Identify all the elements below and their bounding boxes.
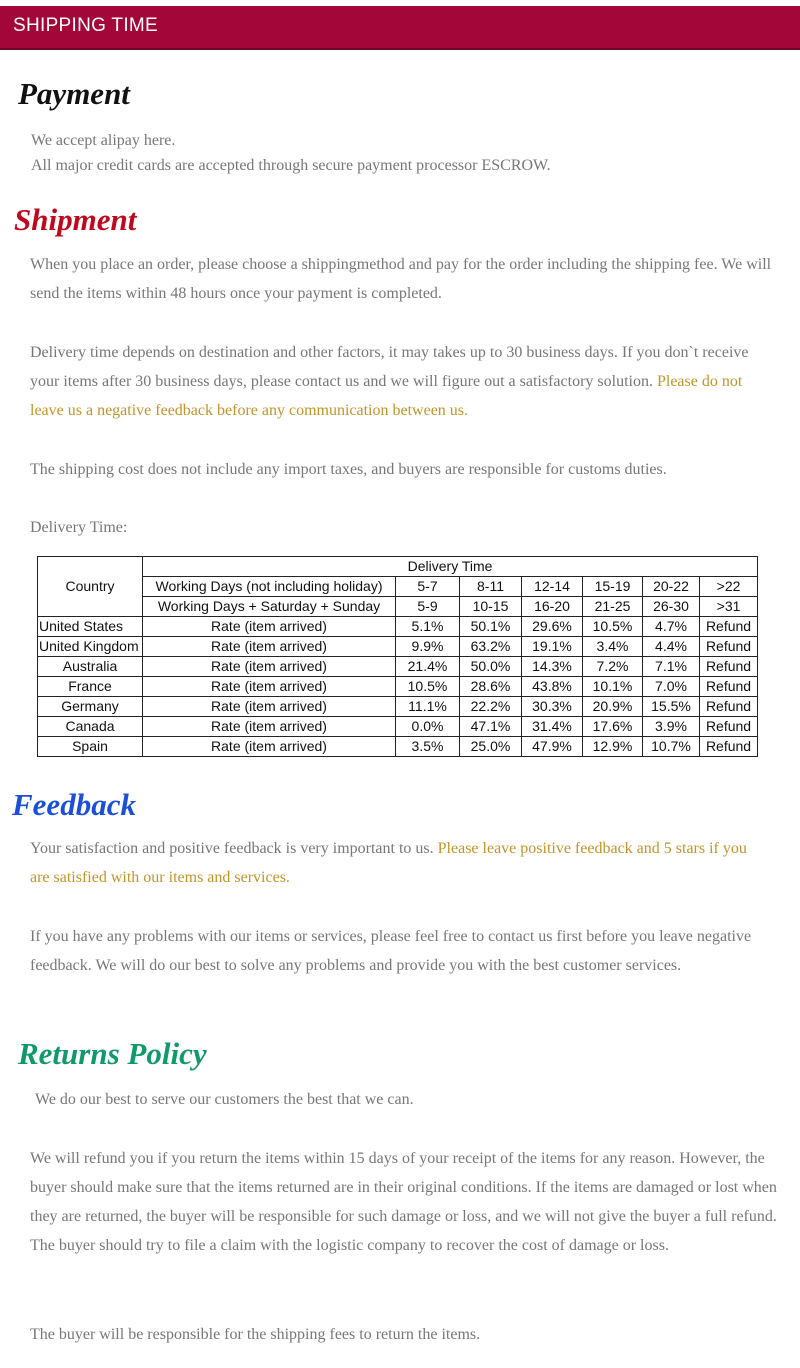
rate-label-cell: Rate (item arrived) <box>143 737 396 757</box>
payment-line-2: All major credit cards are accepted through secure payment processor ESCROW. <box>31 157 551 174</box>
table-cell: 30.3% <box>522 697 583 717</box>
table-cell: 17.6% <box>583 717 643 737</box>
table-row <box>38 637 758 657</box>
rate-label-cell: Rate (item arrived) <box>143 637 396 657</box>
table-cell: 3.4% <box>583 637 643 657</box>
country-cell: Australia <box>38 657 143 677</box>
table-row-working-days <box>38 577 758 597</box>
table-cell: 4.7% <box>643 617 700 637</box>
country-cell: United States <box>38 617 143 637</box>
working-days-label: Working Days (not including holiday) <box>143 577 396 597</box>
table-cell: 3.5% <box>396 737 460 757</box>
table-cell: 16-20 <box>522 597 583 617</box>
returns-paragraph-3: The buyer will be responsible for the shipping fees to return the items. <box>30 1326 481 1343</box>
table-cell: 0.0% <box>396 717 460 737</box>
table-cell: 7.1% <box>643 657 700 677</box>
shipment-warning: Please do not leave us a negative feedback before any communication between us. <box>30 373 743 419</box>
delivery-time-table <box>37 556 757 757</box>
table-cell: 5-9 <box>396 597 460 617</box>
table-cell: 43.8% <box>522 677 583 697</box>
table-cell: 28.6% <box>460 677 522 697</box>
table-cell: 8-11 <box>460 577 522 597</box>
feedback-heading: Feedback <box>12 787 136 822</box>
table-row-saturday-sunday <box>38 597 758 617</box>
rate-label-cell: Rate (item arrived) <box>143 657 396 677</box>
rate-label-cell: Rate (item arrived) <box>143 617 396 637</box>
returns-paragraph-1: We do our best to serve our customers the best that we can. <box>35 1091 414 1108</box>
table-cell: 11.1% <box>396 697 460 717</box>
table-cell: 22.2% <box>460 697 522 717</box>
table-cell: 50.0% <box>460 657 522 677</box>
delivery-time-group-header: Delivery Time <box>143 557 758 577</box>
table-cell: 47.9% <box>522 737 583 757</box>
table-cell: 7.2% <box>583 657 643 677</box>
country-cell: France <box>38 677 143 697</box>
table-cell: 29.6% <box>522 617 583 637</box>
table-cell: Refund <box>700 637 758 657</box>
table-cell: >31 <box>700 597 758 617</box>
table-cell: 10-15 <box>460 597 522 617</box>
shipment-paragraph-2-text: Delivery time depends on destination and other factors, it may takes up to 30 business days. If you don`t receive your items after 30 business days, please contact us and we will figure out a satisfactory solution. <box>30 344 749 390</box>
table-cell: 14.3% <box>522 657 583 677</box>
feedback-paragraph-1-text: Your satisfaction and positive feedback is very important to us. <box>30 840 438 857</box>
shipment-heading: Shipment <box>14 202 137 237</box>
country-cell: United Kingdom <box>38 637 143 657</box>
table-cell: Refund <box>700 717 758 737</box>
table-row <box>38 677 758 697</box>
table-cell: 15.5% <box>643 697 700 717</box>
table-row <box>38 737 758 757</box>
table-cell: Refund <box>700 657 758 677</box>
table-cell: 5.1% <box>396 617 460 637</box>
banner-title: SHIPPING TIME <box>13 15 159 36</box>
table-cell: 19.1% <box>522 637 583 657</box>
shipment-paragraph-2 <box>30 338 775 425</box>
table-cell: 47.1% <box>460 717 522 737</box>
table-cell: 12-14 <box>522 577 583 597</box>
shipping-time-banner <box>0 6 800 50</box>
rate-label-cell: Rate (item arrived) <box>143 677 396 697</box>
table-row <box>38 697 758 717</box>
table-cell: 7.0% <box>643 677 700 697</box>
table-cell: 3.9% <box>643 717 700 737</box>
table-cell: 50.1% <box>460 617 522 637</box>
table-cell: 20.9% <box>583 697 643 717</box>
table-cell: 20-22 <box>643 577 700 597</box>
table-cell: 21.4% <box>396 657 460 677</box>
table-cell: 12.9% <box>583 737 643 757</box>
returns-heading: Returns Policy <box>18 1036 207 1071</box>
delivery-time-label: Delivery Time: <box>30 519 128 536</box>
shipment-paragraph-3: The shipping cost does not include any import taxes, and buyers are responsible for customs duties. <box>30 461 667 478</box>
country-header: Country <box>38 557 143 617</box>
table-cell: 26-30 <box>643 597 700 617</box>
country-cell: Canada <box>38 717 143 737</box>
table-row <box>38 657 758 677</box>
table-cell: 5-7 <box>396 577 460 597</box>
table-cell: 4.4% <box>643 637 700 657</box>
saturday-sunday-label: Working Days + Saturday + Sunday <box>143 597 396 617</box>
table-cell: 10.5% <box>583 617 643 637</box>
table-cell: 15-19 <box>583 577 643 597</box>
rate-label-cell: Rate (item arrived) <box>143 717 396 737</box>
table-cell: Refund <box>700 617 758 637</box>
feedback-paragraph-1 <box>30 834 760 892</box>
table-cell: Refund <box>700 697 758 717</box>
table-row <box>38 617 758 637</box>
table-cell: 63.2% <box>460 637 522 657</box>
feedback-request: Please leave positive feedback and 5 stars if you are satisfied with our items and services. <box>30 840 747 886</box>
payment-line-1: We accept alipay here. <box>31 132 176 149</box>
table-cell: Refund <box>700 677 758 697</box>
rate-label-cell: Rate (item arrived) <box>143 697 396 717</box>
table-cell: Refund <box>700 737 758 757</box>
shipment-paragraph-1: When you place an order, please choose a shippingmethod and pay for the order including the shipping fee. We will send the items within 48 hours once your payment is completed. <box>30 256 772 302</box>
payment-heading: Payment <box>18 76 130 111</box>
table-cell: 10.7% <box>643 737 700 757</box>
table-cell: 10.1% <box>583 677 643 697</box>
country-cell: Germany <box>38 697 143 717</box>
table-cell: 10.5% <box>396 677 460 697</box>
feedback-paragraph-2: If you have any problems with our items or services, please feel free to contact us first before you leave negative feedback. We will do our best to solve any problems and provide you with the best customer services. <box>30 928 752 974</box>
table-cell: 9.9% <box>396 637 460 657</box>
table-cell: 21-25 <box>583 597 643 617</box>
table-cell: 31.4% <box>522 717 583 737</box>
table-header-row <box>38 557 758 577</box>
country-cell: Spain <box>38 737 143 757</box>
returns-paragraph-2: We will refund you if you return the items within 15 days of your receipt of the items for any reason. However, the buyer should make sure that the items returned are in their original conditions. If the items are damaged or lost when they are returned, the buyer will be responsible for such damage or loss, and we will not give the buyer a full refund. The buyer should try to file a claim with the logistic company to recover the cost of damage or loss. <box>30 1150 777 1254</box>
table-cell: 25.0% <box>460 737 522 757</box>
table-row <box>38 717 758 737</box>
table-cell: >22 <box>700 577 758 597</box>
